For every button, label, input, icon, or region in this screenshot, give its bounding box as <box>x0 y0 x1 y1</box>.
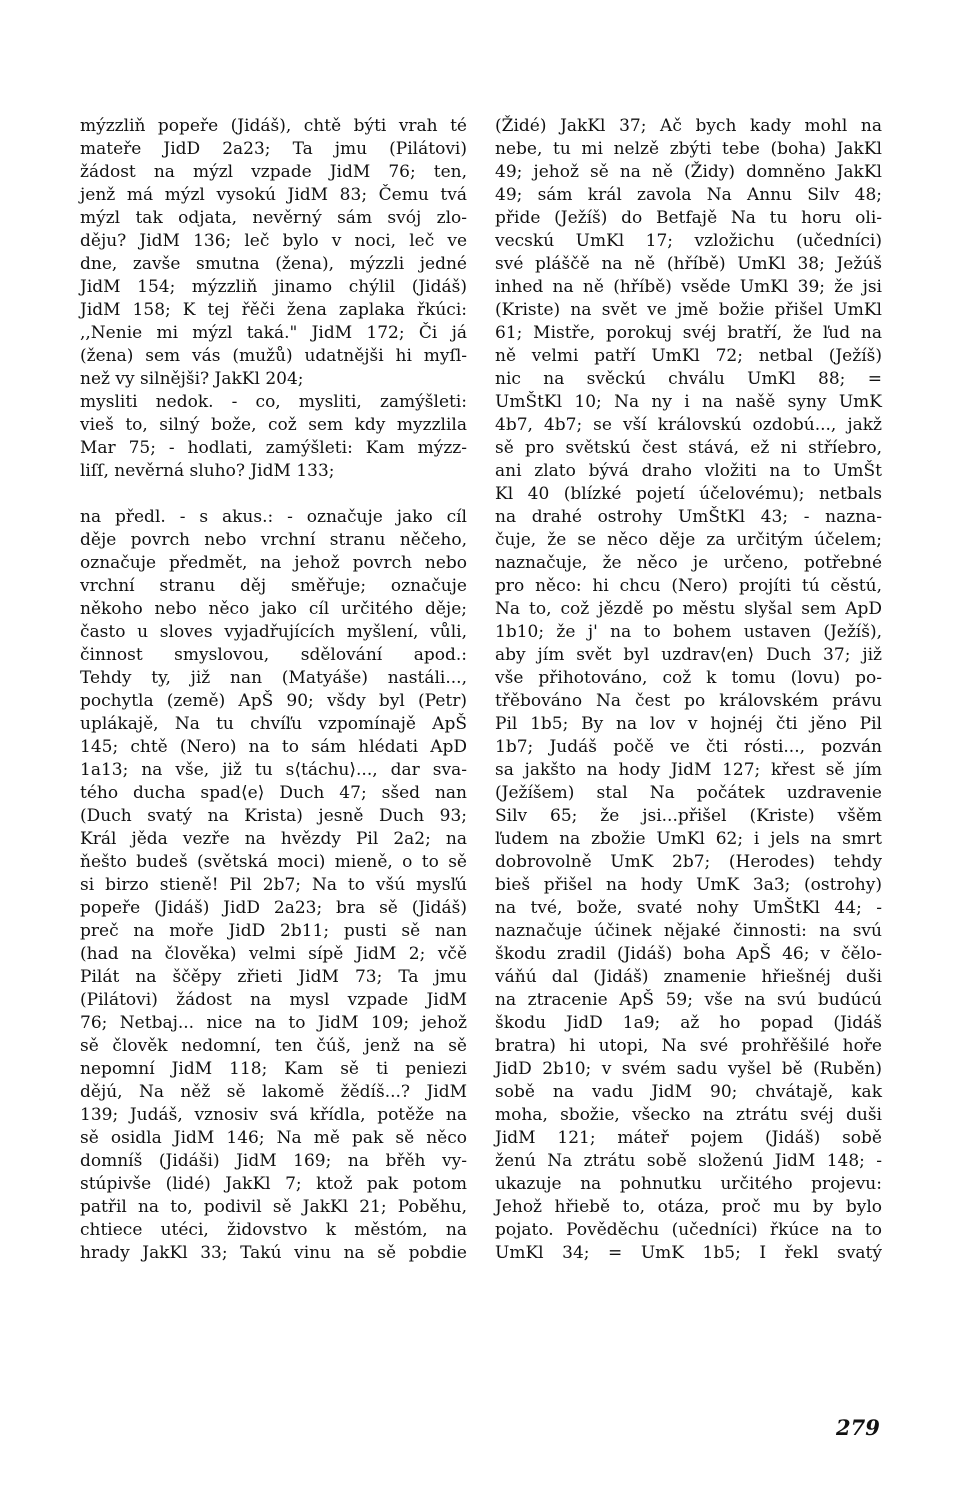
text-line: Jehož hřiebě to, otáza, proč mu by bylo <box>495 1197 882 1217</box>
text-line: označuje předmět, na jehož povrch nebo <box>80 553 467 573</box>
text-line: pro něco: hi chcu (Nero) projíti tú cěstú, <box>495 576 882 596</box>
text-line: často u sloves vyjadřujících myšlení, vůli, <box>80 622 467 642</box>
text-line: vše přihotováno, což k tomu (lovu) po- <box>495 668 882 688</box>
text-line: (Duch svatý na Krista) jesně Duch 93; <box>80 806 467 826</box>
text-line: 76; Netbaj... nice na to JidM 109; jehož <box>80 1013 467 1033</box>
text-line: dějú, Na něž sě lakomě žědíš...? JidM <box>80 1082 467 1102</box>
text-line: Pilát na ščěpy zřieti JidM 73; Ta jmu <box>80 967 467 987</box>
text-line: 49; jehož sě na ně (Židy) domněno JakKl <box>495 162 882 182</box>
right-column <box>495 115 882 1265</box>
text-line: dobrovolně UmK 2b7; (Herodes) tehdy <box>495 852 882 872</box>
text-line: JidD 2b10; v svém sadu vyšel bě (Ruběn) <box>495 1059 882 1079</box>
text-line: ,,Nenie mi mýzl taká." JidM 172; Či já <box>80 323 467 343</box>
text-line: mysliti nedok. - co, mysliti, zamýšleti: <box>80 392 467 412</box>
text-line: chtiece utéci, židovstvo k městóm, na <box>80 1220 467 1240</box>
text-line: na předl. - s akus.: - označuje jako cíl <box>80 507 467 527</box>
text-line: Mar 75; - hodlati, zamýšleti: Kam mýzz- <box>80 438 467 458</box>
text-line: dne, zavše smutna (žena), mýzzli jedné <box>80 254 467 274</box>
text-line: hrady JakKl 33; Takú vinu na sě pobdie <box>80 1243 467 1263</box>
text-line: děju? JidM 136; leč bylo v noci, leč ve <box>80 231 467 251</box>
text-line: ani zlato bývá draho vložiti na to UmŠt <box>495 461 882 481</box>
text-line: nebe, tu mi nelzě zbýti tebe (boha) JakKl <box>495 139 882 159</box>
text-line: sobě na vadu JidM 90; chvátajě, kak <box>495 1082 882 1102</box>
text-line: škodu zradil (Jidáš) boha ApŠ 46; v čělo- <box>495 944 882 964</box>
text-line: váňú dal (Jidáš) znamenie hřiešnéj duši <box>495 967 882 987</box>
text-line: vrchní stranu děj směřuje; označuje <box>80 576 467 596</box>
text-line: naznačuje účinek nějaké činnosti: na svú <box>495 921 882 941</box>
text-line: děje povrch nebo vrchní stranu něčeho, <box>80 530 467 550</box>
text-line: tého ducha spad⟨e⟩ Duch 47; sšed nan <box>80 783 467 803</box>
text-line: stúpivše (lidé) JakKl 7; ktož pak potom <box>80 1174 467 1194</box>
text-line: své pláščě na ně (hříbě) UmKl 38; Ježúš <box>495 254 882 274</box>
text-line: sě osidla JidM 146; Na mě pak sě něco <box>80 1128 467 1148</box>
text-line: 4b7, 4b7; se vší královskú ozdobú..., jakž <box>495 415 882 435</box>
text-line: popeře (Jidáš) JidD 2a23; bra sě (Jidáš) <box>80 898 467 918</box>
text-line: pochytla (země) ApŠ 90; všdy byl (Petr) <box>80 691 467 711</box>
text-line: mateře JidD 2a23; Ta jmu (Pilátovi) <box>80 139 467 159</box>
text-line: preč na moře JidD 2b11; pusti sě nan <box>80 921 467 941</box>
text-line: Silv 65; že jsi...přišel (Kriste) všěm <box>495 806 882 826</box>
text-line: (Ježíšem) stal Na počátek uzdravenie <box>495 783 882 803</box>
text-line: 61; Mistře, porokuj svéj bratří, že ľud na <box>495 323 882 343</box>
text-line: (Pilátovi) žádost na mysl vzpade JidM <box>80 990 467 1010</box>
text-line: si birzo stieně! Pil 2b7; Na to všú mysľú <box>80 875 467 895</box>
text-line: aby jím svět byl uzdrav⟨en⟩ Duch 37; již <box>495 645 882 665</box>
text-line: pojato. Pověděchu (učedníci) řkúce na to <box>495 1220 882 1240</box>
text-line: než vy silnějši? JakKl 204; <box>80 369 304 389</box>
left-column <box>80 115 467 1265</box>
text-line: přide (Ježíš) do Betfajě Na tu horu oli- <box>495 208 882 228</box>
page-number: 279 <box>836 1415 880 1440</box>
text-line: na ztracenie ApŠ 59; vše na svú budúcú <box>495 990 882 1010</box>
text-line: UmKl 34; = UmK 1b5; I řekl svatý <box>495 1243 882 1263</box>
text-line: mýzzliň popeře (Jidáš), chtě býti vrah té <box>80 116 467 136</box>
text-line: bratra) hi utopi, Na své prohřěšilé hoře <box>495 1036 882 1056</box>
text-line: JidM 121; máteř pojem (Jidáš) sobě <box>495 1128 882 1148</box>
text-line: Na to, což jězdě po městu slyšal sem ApD <box>495 599 882 619</box>
text-line: na drahé ostrohy UmŠtKl 43; - nazna- <box>495 507 882 527</box>
text-line: Kl 40 (blízké pojetí účelovému); netbals <box>495 484 882 504</box>
text-line: UmŠtKl 10; Na ny i na našě syny UmK <box>495 392 882 412</box>
text-line: (Židé) JakKl 37; Ač bych kady mohl na <box>495 116 882 136</box>
text-line: Král jěda vezře na hvězdy Pil 2a2; na <box>80 829 467 849</box>
text-line: ženú Na ztrátu sobě složenú JidM 148; - <box>495 1151 882 1171</box>
text-line: JidM 158; K tej řěči žena zaplaka řkúci: <box>80 300 467 320</box>
text-line: liſſ, nevěrná sluho? JidM 133; <box>80 461 335 481</box>
text-line: 139; Judáš, vznosiv svá křídla, potěže na <box>80 1105 467 1125</box>
text-line: 1b10; že j' na to bohem ustaven (Ježíš), <box>495 622 882 642</box>
text-line: Pil 1b5; By na lov v hojnéj čti jěno Pil <box>495 714 882 734</box>
text-line: uplákajě, Na tu chvíľu vzpomínajě ApŠ <box>80 714 467 734</box>
text-line: naznačuje, že něco je určeno, potřebné <box>495 553 882 573</box>
text-line: vieš to, silný bože, což sem kdy myzzlila <box>80 415 467 435</box>
text-line: ukazuje na pohnutku určitého projevu: <box>495 1174 882 1194</box>
text-line: 1a13; na vše, již tu s⟨táchu⟩..., dar sva- <box>80 760 467 780</box>
text-line: činnost smyslovou, sdělování apod.: <box>80 645 467 665</box>
text-line: škodu JidD 1a9; až ho popad (Jidáš <box>495 1013 882 1033</box>
text-line: na tvé, bože, svaté nohy UmŠtKl 44; - <box>495 898 882 918</box>
text-line: žádost na mýzl vzpade JidM 76; ten, <box>80 162 467 182</box>
text-line: třěbováno Na čest po královském právu <box>495 691 882 711</box>
text-line: patřil na to, podivil sě JakKl 21; Poběhu, <box>80 1197 467 1217</box>
text-line: mýzl tak odjata, nevěrný sám svój zlo- <box>80 208 467 228</box>
text-line: 49; sám král zavola Na Annu Silv 48; <box>495 185 882 205</box>
text-line: nepomní JidM 118; Kam sě ti peniezi <box>80 1059 467 1079</box>
text-line: ňešto budeš (světská moci) mieně, o to sě <box>80 852 467 872</box>
text-line: JidM 154; mýzzliň jinamo chýlil (Jidáš) <box>80 277 467 297</box>
text-line: domníš (Jidáši) JidM 169; na břěh vy- <box>80 1151 467 1171</box>
text-line: bieš přišel na hody UmK 3a3; (ostrohy) <box>495 875 882 895</box>
text-line: jenž má mýzl vysokú JidM 83; Čemu tvá <box>80 185 467 205</box>
text-line: sě pro světskú čest stává, ež ni stříebro, <box>495 438 882 458</box>
text-line: moha, sbožie, všecko na ztrátu svéj duši <box>495 1105 882 1125</box>
text-line: 1b7; Judáš počě ve čti rósti..., pozván <box>495 737 882 757</box>
text-line: 145; chtě (Nero) na to sám hlédati ApD <box>80 737 467 757</box>
text-line: někoho nebo něco jako cíl určitého děje; <box>80 599 467 619</box>
text-line: (had na člověka) velmi sípě JidM 2; včě <box>80 944 467 964</box>
text-line: nic na svěckú chválu UmKl 88; = <box>495 369 882 389</box>
text-line: čuje, že se něco děje za určitým účelem; <box>495 530 882 550</box>
text-line: (žena) sem vás (mužů) udatnějši hi myſl- <box>80 346 467 366</box>
text-line: vecskú UmKl 17; vzložichu (učedníci) <box>495 231 882 251</box>
text-line <box>80 483 467 506</box>
text-line: sa jakšto na hody JidM 127; křest sě jím <box>495 760 882 780</box>
text-line: sě člověk nedomní, ten čúš, jenž na sě <box>80 1036 467 1056</box>
text-line: Tehdy ty, již nan (Matyáše) nastáli..., <box>80 668 467 688</box>
text-line: (Kriste) na svět ve jmě božie přišel UmKl <box>495 300 882 320</box>
text-line: ľudem na zbožie UmKl 62; i jels na smrt <box>495 829 882 849</box>
text-line: inhed na ně (hříbě) vsěde UmKl 39; že jsi <box>495 277 882 297</box>
text-line: ně velmi patří UmKl 72; netbal (Ježíš) <box>495 346 882 366</box>
